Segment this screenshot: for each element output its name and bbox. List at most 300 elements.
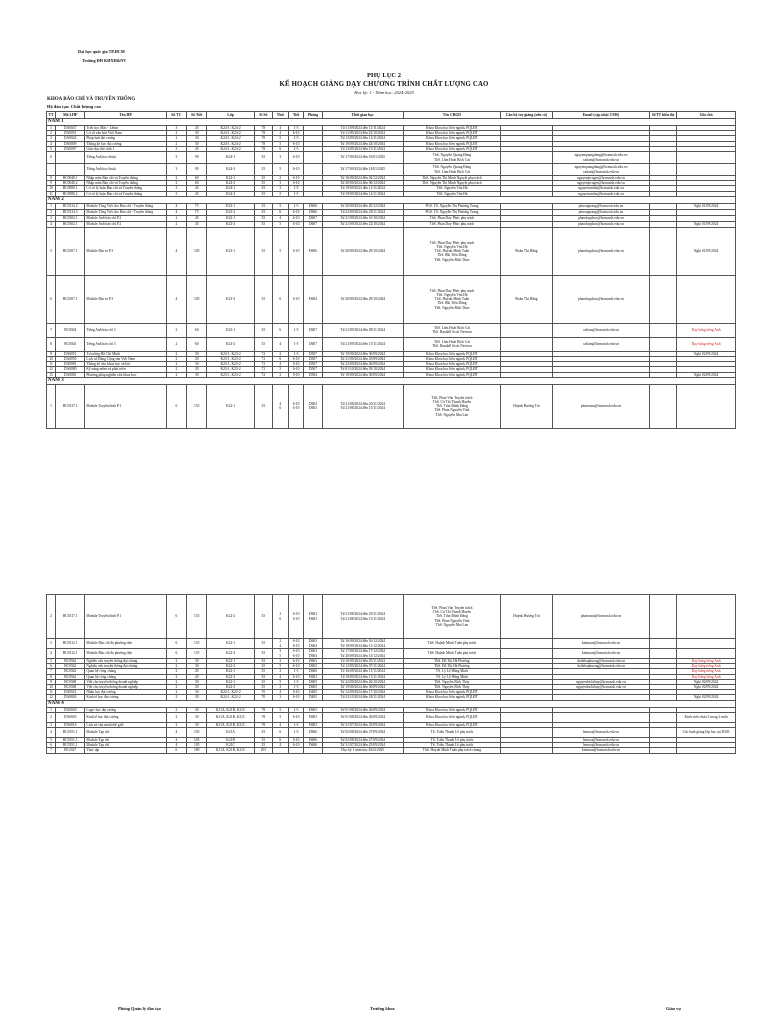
table-cell: Nhập môn Báo chí và Truyền thông <box>85 176 166 181</box>
table-cell: Từ 17/09/2024 đến 17/12/2024 Từ 20/09/2024 đến 13/12/2024 <box>322 649 403 659</box>
table-row <box>47 712 736 722</box>
column-header: Email (cập nhật CMS) <box>552 112 649 119</box>
table-cell: 6 <box>166 384 186 428</box>
table-cell: 3 <box>166 126 186 131</box>
table-cell <box>650 595 677 639</box>
table-cell: 6-10 <box>288 362 304 367</box>
table-cell: 30 <box>187 712 207 722</box>
table-cell: Viết cho truyền thông doanh nghiệp <box>85 685 166 690</box>
table-cell: Từ 11/09/2024 đến 23/10/2024 <box>322 131 403 136</box>
document-title: KẾ HOẠCH GIẢNG DẠY CHƯƠNG TRÌNH CHẤT LƯỢNG CAO <box>279 81 489 88</box>
table-cell <box>500 728 552 738</box>
table-cell: K23-1 <box>207 215 254 221</box>
table-cell: ThS. Nguyễn Quang Đăng ThS. Lâm Hoài Bích Cát <box>403 164 500 176</box>
table-cell: ThS. Nguyễn Bích Thủy <box>403 679 500 684</box>
table-cell: nguyenquangdang@hcmussh.edu.vn catlam@hcmussh.edu.vn <box>552 152 649 164</box>
table-cell <box>304 152 322 164</box>
table-cell: TS. Triều Thanh Lê phụ trách <box>403 743 500 748</box>
table-cell: ThS. Đỗ Thị Hà Phương <box>403 664 500 669</box>
table-cell: 4 <box>166 738 186 743</box>
table-cell: K24-2 <box>207 191 254 196</box>
table-cell <box>500 164 552 176</box>
table-cell: 2 <box>166 176 186 181</box>
table-cell: 8 <box>47 674 56 679</box>
table-cell: TS. Lý Lệ Hằng Minh <box>403 674 500 679</box>
table-cell: 2 <box>166 722 186 727</box>
table-cell: ThS. Đỗ Thị Hà Phương <box>403 659 500 664</box>
column-header: Mã LHP <box>56 112 85 119</box>
table-cell: 2 <box>166 707 186 712</box>
table-cell: 6 <box>272 323 288 337</box>
table-cell: 6 <box>272 738 288 743</box>
table-cell: K22-1 <box>207 669 254 674</box>
university-name: Đại học quốc gia TP.HCM <box>78 49 125 54</box>
table-cell: Các buổi giảng lớp học tại D303 <box>677 728 736 738</box>
column-header: TT <box>48 112 54 117</box>
table-cell: 35 <box>254 743 272 748</box>
table-cell: D507 <box>304 367 322 372</box>
table-cell <box>500 323 552 337</box>
table-cell: 2 <box>166 131 186 136</box>
table-cell: D607 <box>304 323 322 337</box>
table-cell: Tư tưởng Hồ Chí Minh <box>85 351 166 356</box>
table-cell: Khoa Khoa học liên ngành, PQLĐT <box>403 362 500 367</box>
table-cell: K22-1, K22-2 <box>207 690 254 695</box>
table-cell: 4 <box>272 362 288 367</box>
table-cell: 4 <box>272 722 288 727</box>
table-cell: 35 <box>254 728 272 738</box>
table-cell: 6-10 6-10 <box>288 639 304 649</box>
table-cell: ThS. Nguyễn Thị Minh Nguyệt phụ trách <box>403 181 500 186</box>
table-cell: ThS. Phan Duy Phúc phụ trách <box>403 215 500 221</box>
table-cell <box>650 227 677 275</box>
table-cell: D504 <box>304 372 322 377</box>
table-cell: ThS. Phan Duy Phúc phụ trách <box>403 221 500 227</box>
table-cell: 30 <box>187 357 207 362</box>
table-cell: nguyenjecuges@hcmussh.edu.vn <box>552 181 649 186</box>
table-cell: 3 <box>272 695 288 700</box>
table-cell: Nghỉ 02/09/2024 <box>677 695 736 700</box>
table-cell: 3 <box>272 659 288 664</box>
table-cell: 6-10 <box>288 221 304 227</box>
table-cell: ThS. Phan Văn Truyền trách ThS. Cù Thị Thanh Huyền ThS. Trần Minh Đăng ThS. Phan Nguyễn Vinh ThS. Nguyễn Mai Lan <box>403 384 500 428</box>
table-cell: 6-10 <box>288 181 304 186</box>
table-cell: Cơ sở lý luận Báo chí và Truyền thông <box>85 191 166 196</box>
table-cell: 5 <box>272 136 288 141</box>
table-cell: Từ 31/07/2024 đến 25/09/2024 <box>322 722 403 727</box>
table-cell: BC0312.1 <box>56 649 85 659</box>
table-cell: BC0312.1 <box>56 639 85 649</box>
table-cell: 1-5 <box>288 136 304 141</box>
table-cell: 6 <box>47 743 56 748</box>
table-cell: BC0307.1 <box>56 227 85 275</box>
table-cell: Đoàn Thị Hằng <box>500 275 552 323</box>
table-cell: Tiếng Anh học thuật <box>85 164 166 176</box>
table-cell: 4 6 <box>272 384 288 428</box>
table-cell: 35 <box>254 337 272 351</box>
table-cell: BC0080.1 <box>56 186 85 191</box>
table-cell: DA0009 <box>56 141 85 146</box>
table-cell: Khoa Khoa học liên ngành, PQLĐT <box>403 372 500 377</box>
table-cell: 6 <box>166 595 186 639</box>
table-cell: K24-1, K24-2 <box>207 126 254 131</box>
table-row <box>47 639 736 649</box>
table-cell: 30 <box>187 685 207 690</box>
table-cell: Khoa Khoa học liên ngành, PQLĐT <box>403 690 500 695</box>
table-cell: BC0302.1 <box>56 221 85 227</box>
table-cell: Từ 12/09/2024 đến 12/11/2024 <box>322 136 403 141</box>
table-cell: 6-10 6-10 <box>288 384 304 428</box>
table-cell <box>56 152 85 164</box>
table-cell: Module Báo in P.3 <box>85 275 166 323</box>
table-cell: 2 <box>272 685 288 690</box>
table-cell: Từ 13/09/2024 đến 15/11/2024 <box>322 146 403 151</box>
table-cell: 6-10 <box>288 357 304 362</box>
table-cell: DA0024 <box>56 136 85 141</box>
table-cell: ThS. Huỳnh Minh Tuấn phụ trách chung <box>403 748 500 753</box>
table-cell: 4 <box>272 131 288 136</box>
table-cell: lenuoa@hcmussh.edu.vn <box>552 738 649 743</box>
table-cell: 6-10 <box>288 659 304 664</box>
table-cell: 70 <box>254 695 272 700</box>
table-cell: D605 <box>304 707 322 712</box>
table-cell: ThS. Huỳnh Minh Tuấn phụ trách <box>403 649 500 659</box>
table-cell: 60 <box>187 176 207 181</box>
table-cell: K23-2 <box>207 209 254 215</box>
table-cell: Dạy bằng tiếng Anh <box>677 669 736 674</box>
table-cell: 3 <box>47 136 56 141</box>
table-cell: 35 <box>254 186 272 191</box>
table-cell: Module Báo chí đa phương tiện <box>85 649 166 659</box>
table-cell: Thống kê học đại cương <box>85 141 166 146</box>
table-cell: 3 6 <box>272 595 288 639</box>
table-cell: 1-5 <box>288 707 304 712</box>
table-cell: Module Truyền hình P.1 <box>85 595 166 639</box>
table-cell: Cơ sở văn hóa Việt Nam <box>85 131 166 136</box>
table-cell: D603 <box>304 664 322 669</box>
table-cell: Module Truyền hình P.1 <box>85 384 166 428</box>
table-cell: dothihaphuong@hcmussh.edu.vn <box>552 659 649 664</box>
table-cell: K24-1, K24-2 <box>207 146 254 151</box>
table-cell: 35 <box>254 659 272 664</box>
table-cell: DA0051 <box>56 351 85 356</box>
table-cell: K23-1, K23-2 <box>207 372 254 377</box>
table-cell: Module Tạp chí <box>85 743 166 748</box>
table-cell: K21A, K21B, K21C <box>207 748 254 753</box>
table-cell: Nghỉ 02/09/2024 <box>677 685 736 690</box>
table-row <box>47 384 736 428</box>
table-cell: 180 <box>187 748 207 753</box>
table-cell <box>500 649 552 659</box>
table-cell: ThS. Nguyễn Bích Thủy <box>403 685 500 690</box>
table-cell: D405 <box>304 690 322 695</box>
table-cell: 3 <box>272 181 288 186</box>
table-cell: 6-10 <box>288 209 304 215</box>
table-cell <box>677 152 736 164</box>
table-cell: Từ 02/08/2024 đến 27/09/2024 <box>322 738 403 743</box>
table-cell: 135 <box>187 595 207 639</box>
footer-training-office: Phòng Quản lý đào tạo <box>118 1006 161 1011</box>
table-cell: 2 <box>166 181 186 186</box>
table-row <box>47 227 736 275</box>
table-cell: 60 <box>187 181 207 186</box>
table-cell: 1 <box>47 203 56 209</box>
table-cell: 4 <box>166 209 186 215</box>
table-cell: 7 <box>47 669 56 674</box>
table-cell: ThS. Lâm Hoài Bích Cát ThS. Randall Scott Newton <box>403 337 500 351</box>
table-cell: 2 <box>166 136 186 141</box>
table-cell: K21C <box>207 743 254 748</box>
table-cell: Khoa Khoa học liên ngành, PQLĐT <box>403 351 500 356</box>
table-cell: Dạy bằng tiếng Anh <box>677 337 736 351</box>
table-cell: K22-1, K22-2 <box>207 695 254 700</box>
table-cell: 78 <box>254 126 272 131</box>
table-cell: Thống kê cho khoa học xã hội <box>85 362 166 367</box>
table-cell: BC0040.2 <box>56 181 85 186</box>
table-cell <box>677 748 736 753</box>
table-cell: 2 <box>166 221 186 227</box>
table-cell: 5 <box>47 738 56 743</box>
table-cell: Từ 22/09/2024 đến 26/10/2024 <box>322 679 403 684</box>
table-cell: K22-1 <box>207 384 254 428</box>
table-cell: 5 <box>272 707 288 712</box>
table-cell <box>56 164 85 176</box>
column-header: Cán bộ trợ giảng (nếu có) <box>500 112 552 119</box>
table-cell <box>47 164 56 176</box>
table-cell: K22-1 <box>207 639 254 649</box>
table-cell: Kinh viên chưa 3 trong 2 môn <box>677 712 736 722</box>
table-cell: 105 <box>187 275 207 323</box>
table-cell: Giáo dục thể chất 1 <box>85 146 166 151</box>
table-cell: Từ 01/08/2024 đến 26/09/2024 <box>322 707 403 712</box>
table-cell: D606 <box>304 203 322 209</box>
table-cell: Khoa Khoa học liên ngành, PQLĐT <box>403 712 500 722</box>
table-cell: nguyenjecuges@hcmussh.edu.vn <box>552 176 649 181</box>
table-cell: 4 <box>166 275 186 323</box>
table-cell: 6-10 <box>288 674 304 679</box>
table-cell: Nghỉ 01/09/2024 <box>677 221 736 227</box>
table-cell: 4 <box>166 743 186 748</box>
table-cell: ThS. Nguyễn Quang Đăng ThS. Lâm Hoài Bích Cát <box>403 152 500 164</box>
table-cell: Khoa Khoa học liên ngành, PQLĐT <box>403 357 500 362</box>
year-heading: NĂM 1 <box>47 119 736 126</box>
table-cell: Từ 16/09/2024 đến 11/11/2024 <box>322 669 403 674</box>
table-cell: 75 <box>187 209 207 215</box>
table-cell: 2 <box>272 372 288 377</box>
table-cell: BC0351.1 <box>56 728 85 738</box>
table-cell: 5 <box>272 367 288 372</box>
table-cell: Từ 12/09/2024 đến 17/10/2024 <box>322 690 403 695</box>
year-heading: NĂM 2 <box>47 196 736 203</box>
table-cell: Khoa Khoa học liên ngành, PQLĐT <box>403 141 500 146</box>
table-cell: nguyenquangdang@hcmussh.edu.vn catlam@hcmussh.edu.vn <box>552 164 649 176</box>
table-cell: Lịch sử văn minh thế giới <box>85 722 166 727</box>
table-cell: Từ 16/09/2024 đến 16/12/2024 Từ 18/09/2024 đến 11/12/2024 <box>322 639 403 649</box>
table-cell: Từ 19/09/2024 đến 30/09/2024 <box>322 372 403 377</box>
table-cell: Pháp luật đại cương <box>85 136 166 141</box>
table-cell: Từ 20/09/2024 đến 29/10/2024 <box>322 275 403 323</box>
table-cell: 2 <box>166 323 186 337</box>
table-cell: Tiếng Anh báo chí 3 <box>85 337 166 351</box>
table-cell: D607 <box>304 221 322 227</box>
table-cell: Khoa Khoa học liên ngành, PQLĐT <box>403 722 500 727</box>
table-cell <box>650 639 677 649</box>
table-cell: 4 <box>272 215 288 221</box>
table-cell: 12 <box>47 695 56 700</box>
table-cell: K23-2 <box>207 275 254 323</box>
table-cell: 8 <box>47 337 56 351</box>
table-cell: 6 <box>47 152 56 164</box>
table-cell: 6 <box>272 275 288 323</box>
table-cell: 6 <box>166 748 186 753</box>
table-cell: 4 <box>272 126 288 131</box>
table-cell: Từ 02/08/2024 đến 27/09/2024 <box>322 728 403 738</box>
table-cell <box>500 152 552 164</box>
table-cell <box>650 323 677 337</box>
table-cell: kimtuan@hcmussh.edu.vn <box>552 748 649 753</box>
table-cell: Từ 19/09/2024 đến 14/11/2024 <box>322 191 403 196</box>
table-cell: 3 <box>272 186 288 191</box>
table-cell: 30 <box>187 131 207 136</box>
table-cell: DA0026 <box>56 712 85 722</box>
table-cell: K23-1, K23-2 <box>207 362 254 367</box>
table-cell: 4 <box>166 227 186 275</box>
table-cell: Khoa Khoa học liên ngành, PQLĐT <box>403 136 500 141</box>
table-cell: Nghỉ 01/09/2024 <box>677 227 736 275</box>
table-cell: K21A <box>207 728 254 738</box>
table-cell <box>677 649 736 659</box>
table-cell <box>304 164 322 176</box>
table-cell: 6 <box>272 728 288 738</box>
table-row <box>47 152 736 164</box>
table-cell: 30 <box>187 664 207 669</box>
table-cell: 78 <box>254 707 272 712</box>
year-section-row <box>47 700 736 707</box>
table-cell: 30 <box>187 367 207 372</box>
table-cell <box>304 748 322 753</box>
table-cell: BC0314.2 <box>56 203 85 209</box>
table-cell: Tiếng Anh học thuật <box>85 152 166 164</box>
table-cell: 9 <box>47 181 56 186</box>
table-cell: kimtuan@hcmussh.edu.vn <box>552 639 649 649</box>
table-cell: 2 4 <box>272 639 288 649</box>
table-cell: 1 <box>47 384 56 428</box>
table-cell: 45 <box>187 146 207 151</box>
table-cell: Từ 21/09/2024 đến 25/09/2024 <box>322 357 403 362</box>
table-cell: 1-5 <box>288 679 304 684</box>
table-cell <box>650 337 677 351</box>
table-cell: 30 <box>187 679 207 684</box>
table-cell <box>500 337 552 351</box>
table-cell: DA0081 <box>56 372 85 377</box>
table-cell: ThS. Nguyễn Văn Hà <box>403 186 500 191</box>
table-cell: 1-5 <box>288 337 304 351</box>
table-cell: 75 <box>187 203 207 209</box>
table-cell: Viết cho truyền thông doanh nghiệp <box>85 679 166 684</box>
column-header: Tiết <box>288 112 304 119</box>
table-cell: Từ 17/09/2024 đến 16/01/2025 <box>322 152 403 164</box>
table-cell: BC0040.1 <box>56 176 85 181</box>
footer-academic-affairs: Giáo vụ <box>666 1006 681 1011</box>
table-cell: D604 <box>304 275 322 323</box>
table-cell: 6-10 <box>288 152 304 164</box>
table-cell: BC0314.3 <box>56 209 85 215</box>
table-cell: K22-2 <box>207 685 254 690</box>
table-cell: K23-1 <box>207 203 254 209</box>
table-cell: 105 <box>187 728 207 738</box>
footer-dean: Trưởng khoa <box>370 1006 395 1011</box>
table-cell: D607 <box>304 215 322 221</box>
table-cell: Tiếng Anh báo chí 3 <box>85 323 166 337</box>
program-type: Hệ đào tạo: Chất lượng cao <box>47 104 101 109</box>
table-cell: BC0307.1 <box>56 275 85 323</box>
table-row <box>47 323 736 337</box>
table-cell: 1-5 <box>288 323 304 337</box>
table-cell <box>650 712 677 722</box>
table-cell: 1-5 <box>288 669 304 674</box>
table-cell: D605 <box>304 712 322 722</box>
table-cell: Nghỉ 02/09/2024 <box>677 372 736 377</box>
table-cell: 8 <box>47 176 56 181</box>
table-cell: 2 <box>166 372 186 377</box>
table-cell: Từ 21/09/2024 đến 15/11/2024 <box>322 337 403 351</box>
table-cell: 72 <box>254 362 272 367</box>
table-cell: 1-5 <box>288 191 304 196</box>
table-cell: kimtuan@hcmussh.edu.vn <box>552 649 649 659</box>
table-cell: 35 <box>254 191 272 196</box>
table-cell: 7 <box>47 323 56 337</box>
table-cell: Từ 19/09/2024 đến 24/10/2024 <box>322 141 403 146</box>
table-cell: 10 <box>47 186 56 191</box>
table-cell: DA0047 <box>56 126 85 131</box>
table-cell: BC0351.1 <box>56 738 85 743</box>
table-cell: 78 <box>254 712 272 722</box>
table-cell: Từ 19/09/2024 đến 30/09/2024 <box>322 685 403 690</box>
table-cell: K22-1 <box>207 659 254 664</box>
table-cell <box>552 712 649 722</box>
table-cell: D603 D604 <box>304 649 322 659</box>
table-cell: 6-10 <box>288 372 304 377</box>
table-cell: 35 <box>254 176 272 181</box>
table-cell: phanvana@hcmussh.edu.vn <box>552 595 649 639</box>
table-cell: 5 <box>272 164 288 176</box>
table-cell: ThS. Huỳnh Minh Tuấn phụ trách <box>403 639 500 649</box>
table-cell: phanduyphuc@hcmussh.edu.vn <box>552 275 649 323</box>
table-cell: Từ 12/09/2024 đến 07/11/2024 <box>322 664 403 669</box>
table-cell: 78 <box>254 146 272 151</box>
column-header: Tên CBGD <box>403 112 500 119</box>
table-cell: Huỳnh Hương Trà <box>500 595 552 639</box>
table-cell: 78 <box>254 136 272 141</box>
table-cell: 72 <box>254 357 272 362</box>
table-cell: 35 <box>254 209 272 215</box>
table-cell: K23-1 <box>207 227 254 275</box>
table-cell: K23-1, K23-2 <box>207 367 254 372</box>
table-cell: D606 <box>304 227 322 275</box>
table-cell: 4 <box>47 141 56 146</box>
table-cell: BC0362 <box>56 669 85 674</box>
table-cell: 2 <box>166 679 186 684</box>
table-cell: 3 <box>166 186 186 191</box>
table-cell: D603 D603 <box>304 384 322 428</box>
table-cell: K24-1 <box>207 176 254 181</box>
column-header: Ghi chú <box>677 112 736 119</box>
table-cell: Nghỉ 02/09/2024 <box>677 351 736 356</box>
table-cell: 35 <box>254 203 272 209</box>
table-cell: 4 <box>272 674 288 679</box>
table-cell: 5 <box>272 712 288 722</box>
table-cell: 2 <box>166 712 186 722</box>
